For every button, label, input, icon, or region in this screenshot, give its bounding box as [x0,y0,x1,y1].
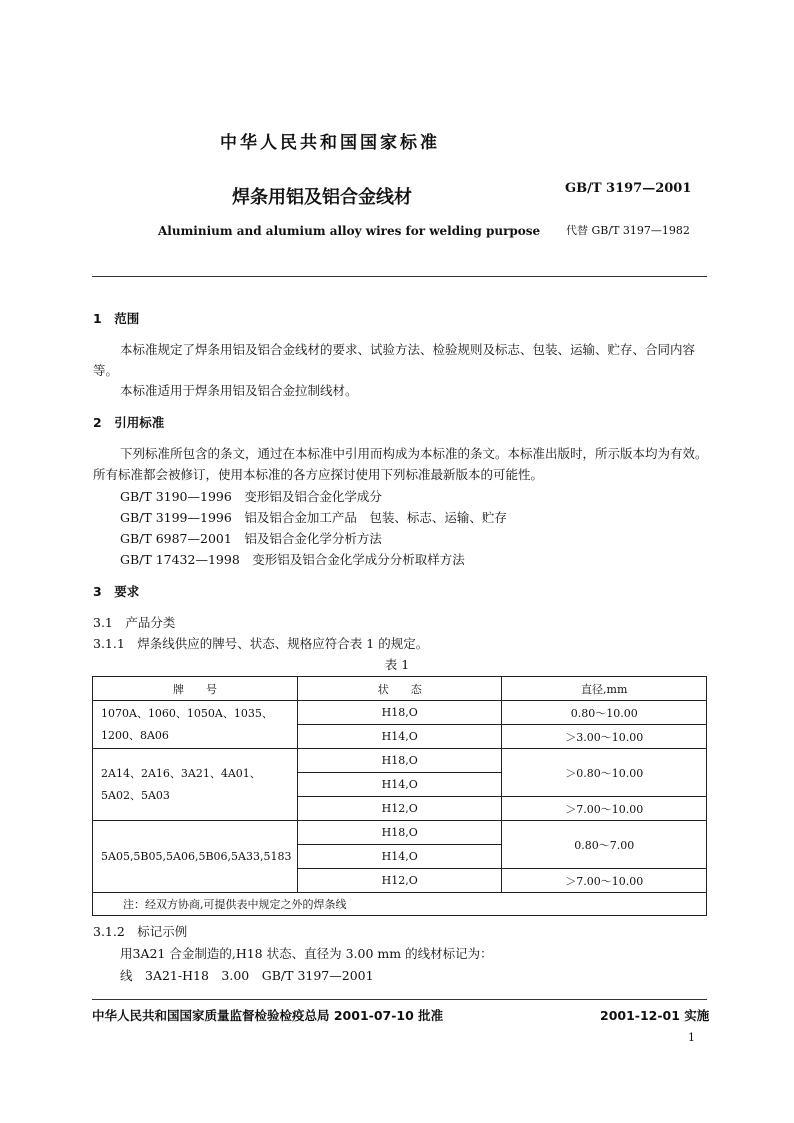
header-divider [92,276,707,277]
table-note-row [93,893,707,916]
header-diameter: 直径,mm [502,677,707,701]
table-row [93,701,707,725]
section-2-para-1: 下列标准所包含的条文，通过在本标准中引用而构成为本标准的条文。本标准出版时，所示版本均为有效。所有标准都会被修订，使用本标准的各方应探讨使用下列标准最新版本的可能性。 [93,446,708,482]
marking-example: 线 3A21-H18 3.00 GB/T 3197—2001 [120,968,374,983]
state-cell: H14,O [297,773,502,797]
marking-example-text: 用3A21 合金制造的,H18 状态、直径为 3.00 mm 的线材标记为： [120,946,493,961]
brand-cell: 2A14、2A16、3A21、4A01、5A02、5A03 [93,749,298,821]
page-number: 1 [688,1031,695,1044]
diameter-cell: ＞7.00～10.00 [502,797,707,821]
section-3-heading: 3 要求 [93,584,140,599]
state-cell: H18,O [297,749,502,773]
section-1-heading: 1 范围 [93,311,140,326]
approval-line: 中华人民共和国国家质量监督检验检疫总局 2001-07-10 批准 [92,1008,444,1023]
diameter-cell: ＞7.00～10.00 [502,869,707,893]
header-state: 状 态 [297,677,502,701]
reference-item: GB/T 6987—2001 铝及铝合金化学分析方法 [120,531,382,546]
brand-cell: 5A05,5B05,5A06,5B06,5A33,5183 [93,821,298,893]
diameter-cell: 0.80～7.00 [502,821,707,869]
diameter-cell: 0.80～10.00 [502,701,707,725]
standard-org-title: 中华人民共和国国家标准 [220,133,440,153]
section-3-1-2-heading: 3.1.2 标记示例 [93,924,188,939]
section-1-para-2: 本标准适用于焊条用铝及铝合金拉制线材。 [120,383,358,398]
diameter-cell: ＞0.80～10.00 [502,749,707,797]
document-title-cn: 焊条用铝及铝合金线材 [232,187,412,208]
table-caption: 表 1 [384,657,410,672]
table-row [93,749,707,773]
state-cell: H14,O [297,725,502,749]
table-header-row [93,677,707,701]
state-cell: H12,O [297,869,502,893]
replaces-standard: 代替 GB/T 3197—1982 [566,224,690,237]
table-row [93,821,707,845]
implementation-date: 2001-12-01 实施 [600,1008,710,1023]
reference-item: GB/T 17432—1998 变形铝及铝合金化学成分分析取样方法 [120,552,465,567]
reference-item: GB/T 3190—1996 变形铝及铝合金化学成分 [120,489,382,504]
state-cell: H18,O [297,701,502,725]
table-1 [92,676,707,916]
section-3-1-heading: 3.1 产品分类 [93,615,176,630]
footer-divider [92,999,707,1000]
reference-item: GB/T 3199—1996 铝及铝合金加工产品 包装、标志、运输、贮存 [120,510,507,525]
state-cell: H12,O [297,797,502,821]
state-cell: H18,O [297,821,502,845]
section-3-1-1-text: 3.1.1 焊条线供应的牌号、状态、规格应符合表 1 的规定。 [93,636,429,651]
section-1-para-1: 本标准规定了焊条用铝及铝合金线材的要求、试验方法、检验规则及标志、包装、运输、贮存、合同内容等。 [93,342,696,378]
diameter-cell: ＞3.00～10.00 [502,725,707,749]
section-2-heading: 2 引用标准 [93,415,165,430]
document-title-en: Aluminium and alumium alloy wires for welding purpose [158,224,541,238]
standard-number: GB/T 3197—2001 [565,181,692,196]
table-note: 注：经双方协商,可提供表中规定之外的焊条线 [93,893,707,916]
header-brand: 牌 号 [93,677,298,701]
brand-cell: 1070A、1060、1050A、1035、1200、8A06 [93,701,298,749]
state-cell: H14,O [297,845,502,869]
